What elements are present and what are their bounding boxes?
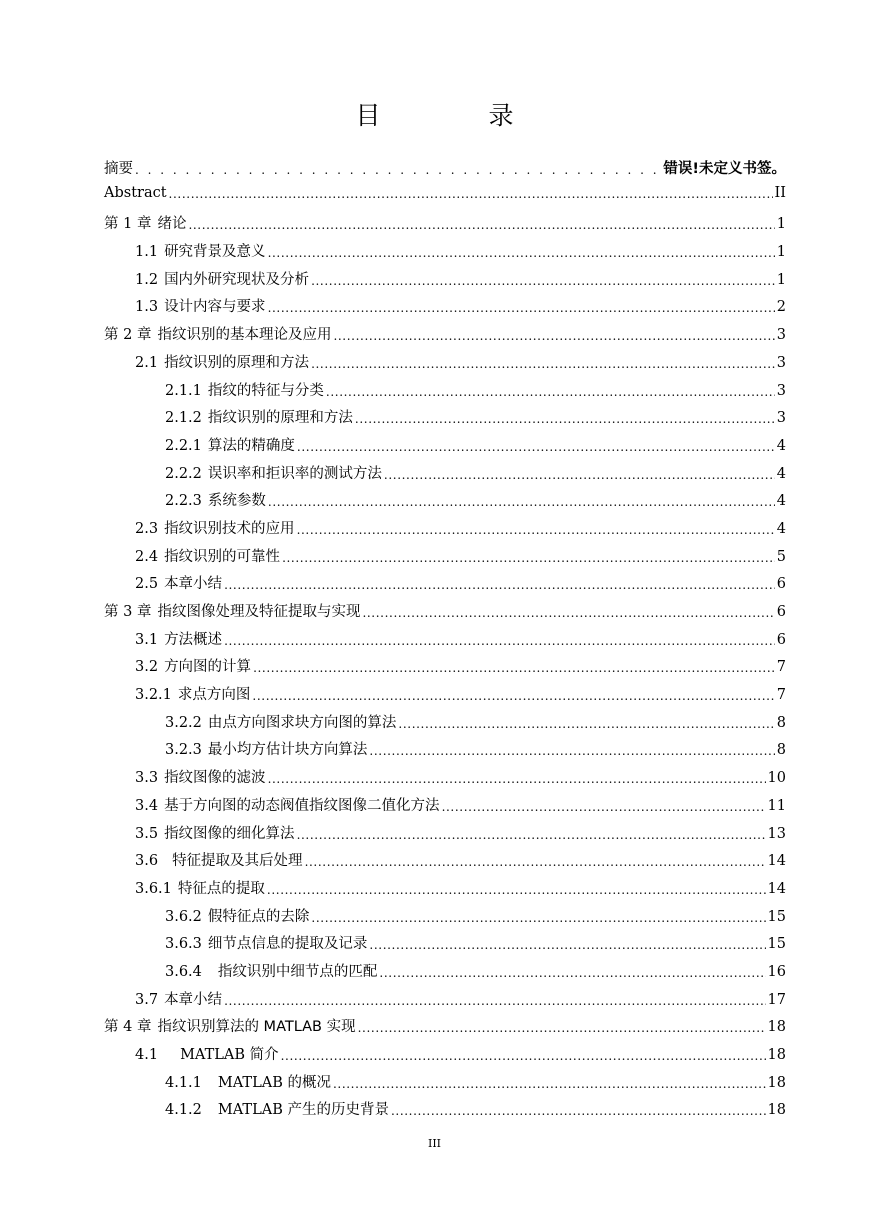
leader-dots xyxy=(135,162,661,177)
toc-subsection-number: 2.2.1 xyxy=(165,437,202,454)
leader-dots xyxy=(305,854,766,869)
toc-subsection-number: 3.2.3 xyxy=(165,742,202,759)
toc-section-number: 4.1 xyxy=(135,1047,159,1063)
leader-dots xyxy=(297,439,775,454)
leader-dots xyxy=(398,716,774,731)
leader-dots xyxy=(297,522,775,537)
toc-page-number: 15 xyxy=(767,936,786,953)
toc-subsection-number: 3.6.3 xyxy=(165,936,202,953)
toc-entry-text: 指纹识别的基本理论及应用 xyxy=(157,327,332,344)
toc-page-number: 14 xyxy=(767,853,786,870)
toc-subsection[interactable] xyxy=(104,406,786,434)
toc-section-number: 2.4 xyxy=(135,548,159,565)
toc-entry-text: 指纹的特征与分类 xyxy=(207,382,324,399)
leader-dots xyxy=(169,186,773,201)
toc-subsection[interactable] xyxy=(104,489,786,517)
toc-page-number: 错误!未定义书签。 xyxy=(663,161,786,177)
page-footer-number: III xyxy=(427,1137,442,1150)
toc-entry-text: 指纹识别的可靠性 xyxy=(164,548,281,565)
leader-dots xyxy=(326,384,775,399)
leader-dots xyxy=(268,771,766,786)
toc-entry-text: 指纹图像处理及特征提取与实现 xyxy=(157,604,361,620)
toc-entry[interactable] xyxy=(104,185,786,213)
toc-entry-text: 绪论 xyxy=(157,216,187,233)
toc-entry-text: 指纹图像的细化算法 xyxy=(164,825,295,842)
toc-section-number: 2.1 xyxy=(135,354,159,371)
toc-entry-text: 求点方向图 xyxy=(177,687,251,704)
toc-page-number: 7 xyxy=(776,687,786,704)
toc-entry-text: 误识率和拒识率的测试方法 xyxy=(207,465,382,482)
toc-page-number: 16 xyxy=(767,963,786,980)
toc-subsection-number: 3.2.1 xyxy=(135,687,172,704)
toc-subsection[interactable] xyxy=(104,434,786,462)
toc-section[interactable] xyxy=(104,351,786,379)
toc-section-number: 3.2 xyxy=(135,659,159,676)
toc-section[interactable] xyxy=(104,766,786,794)
toc-section[interactable] xyxy=(104,545,786,573)
toc-section[interactable] xyxy=(104,1043,786,1071)
toc-subsection-number: 4.1.1 xyxy=(165,1074,202,1091)
toc-section[interactable] xyxy=(104,822,786,850)
toc-subsection-number: 2.1.2 xyxy=(165,410,202,427)
toc-entry-text: 指纹识别的原理和方法 xyxy=(207,410,353,427)
toc-page-number: 18 xyxy=(767,1074,786,1091)
toc-entry-text: 基于方向图的动态阀值指纹图像二值化方法 xyxy=(164,797,440,814)
toc-section[interactable] xyxy=(104,517,786,545)
toc-section-number: 3.7 xyxy=(135,991,159,1008)
toc-page-number: II xyxy=(774,184,786,201)
leader-dots xyxy=(333,328,774,343)
toc-page-number: 6 xyxy=(776,576,786,593)
leader-dots xyxy=(311,356,775,371)
toc-page-number: 11 xyxy=(767,797,786,814)
leader-dots xyxy=(224,993,765,1008)
toc-entry-text: 特征提取及其后处理 xyxy=(172,853,303,870)
toc-section[interactable] xyxy=(104,628,786,656)
toc-page-number: 8 xyxy=(776,714,786,731)
toc-section[interactable] xyxy=(104,240,786,268)
toc-entry-text: 方法概述 xyxy=(164,631,223,648)
leader-dots xyxy=(311,273,775,288)
toc-page-number: 1 xyxy=(776,271,786,288)
toc-entry-text: 由点方向图求块方向图的算法 xyxy=(207,714,397,731)
toc-section[interactable] xyxy=(104,794,786,822)
toc-page-number: 2 xyxy=(776,299,786,316)
toc-chapter-number: 第 2 章 xyxy=(104,327,152,344)
toc-subsection[interactable] xyxy=(104,905,786,933)
toc-entry-text: MATLAB 的概况 xyxy=(217,1074,331,1091)
leader-dots xyxy=(268,245,775,260)
leader-dots xyxy=(384,467,775,482)
toc-section[interactable] xyxy=(104,295,786,323)
leader-dots xyxy=(224,633,775,648)
toc-subsection[interactable] xyxy=(104,1071,786,1099)
toc-page-number: 1 xyxy=(776,216,786,233)
toc-chapter[interactable] xyxy=(104,212,786,240)
toc-entry-text: 指纹识别中细节点的匹配 xyxy=(217,963,378,980)
toc-subsection-number: 3.6.2 xyxy=(165,908,202,925)
leader-dots xyxy=(252,688,774,703)
toc-section[interactable] xyxy=(104,268,786,296)
toc-subsection-number: 2.2.2 xyxy=(165,465,202,482)
toc-page-number: 3 xyxy=(776,327,786,344)
toc-page-number: 3 xyxy=(776,354,786,371)
toc-subsection-number: 2.2.3 xyxy=(165,493,202,510)
toc-page-number: 6 xyxy=(776,631,786,648)
leader-dots xyxy=(369,937,765,952)
toc-entry-text: 指纹识别算法的 MATLAB 实现 xyxy=(157,1019,356,1036)
leader-dots xyxy=(268,300,775,315)
toc-entry-text: 摘要 xyxy=(104,161,133,177)
toc-entry[interactable] xyxy=(104,157,786,185)
toc-section-number: 1.2 xyxy=(135,271,159,288)
toc-subsection-number: 3.6.1 xyxy=(135,880,172,897)
toc-page-number: 10 xyxy=(767,770,786,787)
table-of-contents xyxy=(104,157,786,1126)
toc-entry-text: 细节点信息的提取及记录 xyxy=(207,936,368,953)
toc-entry-text: MATLAB 产生的历史背景 xyxy=(217,1102,389,1119)
toc-page-number: 17 xyxy=(767,991,786,1008)
toc-page-number: 6 xyxy=(776,604,786,620)
toc-page-number: 14 xyxy=(767,880,786,897)
toc-page-number: 4 xyxy=(776,493,786,510)
toc-chapter-number: 第 1 章 xyxy=(104,216,152,233)
leader-dots xyxy=(362,605,774,620)
toc-section-number: 1.1 xyxy=(135,244,159,261)
toc-entry-text: 算法的精确度 xyxy=(207,437,295,454)
leader-dots xyxy=(224,577,775,592)
toc-subsection-number: 3.6.4 xyxy=(165,963,202,980)
toc-subsection[interactable] xyxy=(104,1098,786,1126)
toc-page-number: 18 xyxy=(767,1102,786,1119)
toc-section[interactable] xyxy=(104,849,786,877)
toc-page-number: 13 xyxy=(767,825,786,842)
toc-section-number: 3.1 xyxy=(135,631,159,648)
toc-subsection-number: 4.1.2 xyxy=(165,1102,202,1119)
toc-page-number: 4 xyxy=(776,520,786,537)
toc-subsection[interactable] xyxy=(104,960,786,988)
toc-page-number: 4 xyxy=(776,465,786,482)
toc-entry-text: 研究背景及意义 xyxy=(164,244,266,261)
toc-chapter[interactable] xyxy=(104,600,786,628)
toc-entry-text: 本章小结 xyxy=(164,991,223,1008)
toc-chapter[interactable] xyxy=(104,1015,786,1043)
leader-dots xyxy=(282,550,775,565)
toc-page-number: 3 xyxy=(776,410,786,427)
toc-subsection[interactable] xyxy=(104,877,786,905)
toc-subsection[interactable] xyxy=(104,738,786,766)
toc-section-number: 2.5 xyxy=(135,576,159,593)
toc-entry-text: 特征点的提取 xyxy=(177,880,265,897)
toc-subsection[interactable] xyxy=(104,711,786,739)
toc-subsection-number: 2.1.1 xyxy=(165,382,202,399)
toc-entry-text: 指纹图像的滤波 xyxy=(164,770,266,787)
leader-dots xyxy=(369,743,774,758)
toc-entry-text: 本章小结 xyxy=(164,576,223,593)
toc-chapter[interactable] xyxy=(104,323,786,351)
toc-page-number: 18 xyxy=(767,1047,786,1063)
toc-entry-text: 国内外研究现状及分析 xyxy=(164,271,310,288)
toc-section[interactable] xyxy=(104,572,786,600)
toc-entry-text: MATLAB 简介 xyxy=(180,1047,279,1063)
leader-dots xyxy=(333,1076,766,1091)
leader-dots xyxy=(281,1048,766,1063)
toc-page-number: 8 xyxy=(776,742,786,759)
leader-dots xyxy=(391,1103,766,1118)
toc-page-number: 3 xyxy=(776,382,786,399)
toc-page-number: 18 xyxy=(767,1019,786,1036)
leader-dots xyxy=(268,494,775,509)
toc-chapter-number: 第 4 章 xyxy=(104,1019,152,1036)
page-title: 目 录 xyxy=(355,101,564,130)
toc-entry-text: 系统参数 xyxy=(207,493,266,510)
toc-section-number: 2.3 xyxy=(135,520,159,537)
leader-dots xyxy=(379,965,765,980)
toc-section-number: 3.6 xyxy=(135,853,159,870)
toc-subsection[interactable] xyxy=(104,462,786,490)
toc-page-number: 1 xyxy=(776,244,786,261)
toc-entry-text: 指纹识别的原理和方法 xyxy=(164,354,310,371)
toc-section-number: 3.4 xyxy=(135,797,159,814)
toc-entry-text: 方向图的计算 xyxy=(164,659,252,676)
toc-subsection[interactable] xyxy=(104,379,786,407)
leader-dots xyxy=(355,411,775,426)
toc-subsection[interactable] xyxy=(104,932,786,960)
leader-dots xyxy=(297,827,766,842)
leader-dots xyxy=(267,882,766,897)
toc-entry-text: 假特征点的去除 xyxy=(207,908,310,925)
toc-section-number: 3.3 xyxy=(135,770,159,787)
leader-dots xyxy=(188,217,774,232)
leader-dots xyxy=(442,799,766,814)
toc-entry-text: Abstract xyxy=(104,184,167,201)
toc-section[interactable] xyxy=(104,988,786,1016)
toc-page-number: 15 xyxy=(767,908,786,925)
leader-dots xyxy=(311,910,765,925)
toc-page-number: 5 xyxy=(776,548,786,565)
leader-dots xyxy=(253,660,775,675)
toc-chapter-number: 第 3 章 xyxy=(104,604,152,620)
toc-entry-text: 指纹识别技术的应用 xyxy=(164,520,295,537)
toc-page-number: 7 xyxy=(776,659,786,676)
leader-dots xyxy=(358,1020,766,1035)
toc-entry-text: 设计内容与要求 xyxy=(164,299,266,316)
toc-entry-text: 最小均方估计块方向算法 xyxy=(207,742,368,759)
toc-subsection[interactable] xyxy=(104,683,786,711)
toc-section-number: 3.5 xyxy=(135,825,159,842)
toc-page-number: 4 xyxy=(776,437,786,454)
toc-section[interactable] xyxy=(104,655,786,683)
toc-section-number: 1.3 xyxy=(135,299,159,316)
toc-subsection-number: 3.2.2 xyxy=(165,714,202,731)
